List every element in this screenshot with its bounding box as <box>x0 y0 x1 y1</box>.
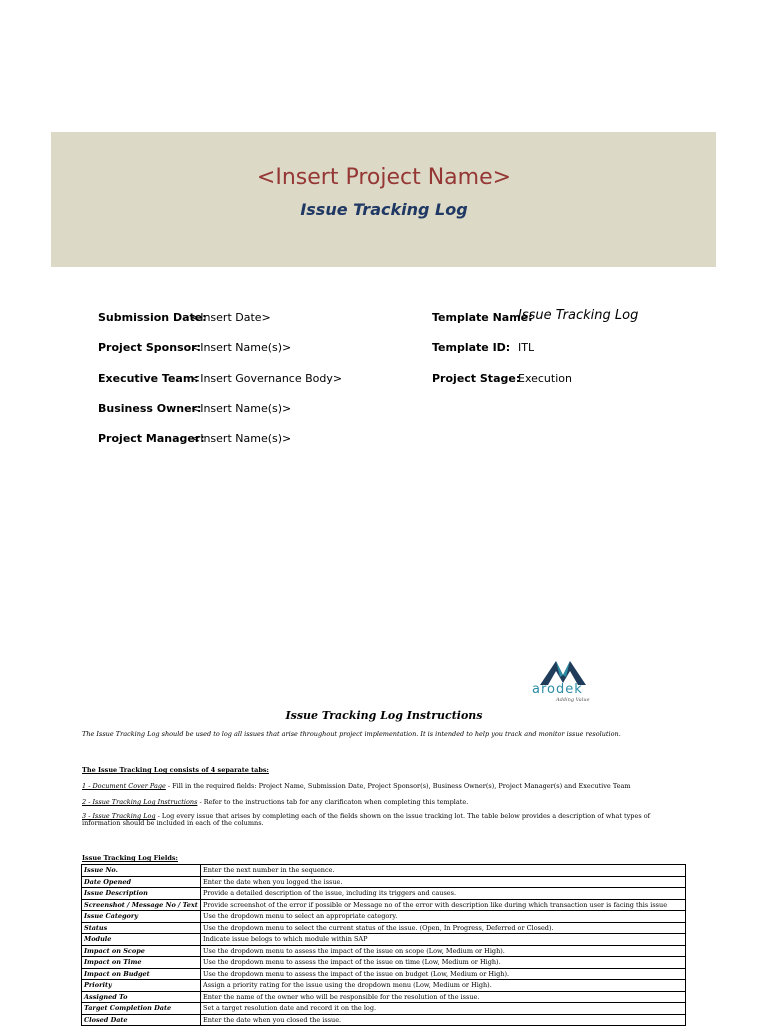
tab-description-2 <box>82 799 468 806</box>
field-description: Enter the next number in the sequence. <box>201 865 686 877</box>
tab-text: - Log every issue that arises by completing each of the fields shown on the issue tracking lot. The table below provides a description of what types of information should be included in each of the columns. <box>82 812 651 827</box>
tabs-heading: The Issue Tracking Log consists of 4 separate tabs: <box>82 766 269 774</box>
field-name: Assigned To <box>82 991 201 1003</box>
tab-link-cover-page[interactable]: 1 - Document Cover Page <box>82 782 166 790</box>
table-row <box>82 899 686 911</box>
field-description: Enter the date when you closed the issue. <box>201 1014 686 1026</box>
tab-text: - Refer to the instructions tab for any clarificaton when completing this template. <box>197 798 469 806</box>
table-row <box>82 934 686 946</box>
field-description: Provide screenshot of the error if possible or Message no of the error with description like during which transaction user is facing this issue <box>201 899 686 911</box>
tab-link-instructions[interactable]: 2 - Issue Tracking Log Instructions <box>82 798 198 806</box>
project-name-title: <Insert Project Name> <box>256 165 512 190</box>
field-label: Business Owner: <box>98 402 202 415</box>
field-value: <Insert Name(s)> <box>191 432 292 445</box>
field-name: Impact on Budget <box>82 968 201 980</box>
field-label: Project Manager: <box>98 432 205 445</box>
field-value: Issue Tracking Log <box>518 308 639 323</box>
table-row <box>82 980 686 992</box>
field-description: Indicate issue belogs to which module within SAP <box>201 934 686 946</box>
field-description: Assign a priority rating for the issue using the dropdown menu (Low, Medium or High). <box>201 980 686 992</box>
table-row <box>82 945 686 957</box>
field-label: Template Name: <box>432 311 533 324</box>
table-row <box>82 991 686 1003</box>
field-label: Project Sponsor: <box>98 341 201 354</box>
table-row <box>82 911 686 923</box>
field-name: Impact on Scope <box>82 945 201 957</box>
field-name: Date Opened <box>82 876 201 888</box>
field-label: Executive Team: <box>98 372 199 385</box>
field-name: Status <box>82 922 201 934</box>
field-description: Enter the name of the owner who will be responsible for the resolution of the issue. <box>201 991 686 1003</box>
tab-link-tracking-log[interactable]: 3 - Issue Tracking Log <box>82 812 156 820</box>
field-label: Project Stage: <box>432 372 521 385</box>
fields-table <box>81 864 686 1026</box>
field-name: Screenshot / Message No / Text <box>82 899 201 911</box>
field-description: Use the dropdown menu to assess the impact of the issue on budget (Low, Medium or High). <box>201 968 686 980</box>
field-name: Target Completion Date <box>82 1003 201 1015</box>
field-value: Execution <box>518 372 572 385</box>
field-value: ITL <box>518 341 535 354</box>
table-row <box>82 968 686 980</box>
table-row <box>82 876 686 888</box>
logo-wordmark: arodek <box>532 682 583 697</box>
field-description: Use the dropdown menu to assess the impact of the issue on scope (Low, Medium or High). <box>201 945 686 957</box>
field-name: Priority <box>82 980 201 992</box>
field-description: Use the dropdown menu to select the current status of the issue. (Open, In Progress, Deferred or Closed). <box>201 922 686 934</box>
field-name: Issue No. <box>82 865 201 877</box>
table-row <box>82 957 686 969</box>
table-row <box>82 865 686 877</box>
table-row <box>82 888 686 900</box>
field-description: Set a target resolution date and record it on the log. <box>201 1003 686 1015</box>
tab-description-3 <box>82 813 687 827</box>
field-description: Use the dropdown menu to assess the impact of the issue on time (Low, Medium or High). <box>201 957 686 969</box>
tab-text: - Fill in the required fields: Project Name, Submission Date, Project Sponsor(s), Business Owner(s), Project Manager(s) and Executive Team <box>165 782 631 790</box>
table-row <box>82 1003 686 1015</box>
document-subtitle: Issue Tracking Log <box>300 200 468 219</box>
field-name: Issue Category <box>82 911 201 923</box>
field-name: Closed Date <box>82 1014 201 1026</box>
field-description: Enter the date when you logged the issue. <box>201 876 686 888</box>
field-description: Use the dropdown menu to select an appropriate category. <box>201 911 686 923</box>
field-label: Template ID: <box>432 341 511 354</box>
field-value: <Insert Name(s)> <box>191 341 292 354</box>
field-value: <Insert Name(s)> <box>191 402 292 415</box>
instructions-title: Issue Tracking Log Instructions <box>285 709 483 722</box>
logo-tagline: Adding Value <box>556 697 590 703</box>
table-row <box>82 922 686 934</box>
tab-description-1 <box>82 783 631 790</box>
field-label: Submission Date: <box>98 311 207 324</box>
field-name: Module <box>82 934 201 946</box>
fields-heading: Issue Tracking Log Fields: <box>82 854 178 862</box>
instructions-intro: The Issue Tracking Log should be used to log all issues that arise throughout project implementation. It is intended to help you track and monitor issue resolution. <box>82 730 621 738</box>
field-name: Impact on Time <box>82 957 201 969</box>
field-description: Provide a detailed description of the issue, including its triggers and causes. <box>201 888 686 900</box>
field-value: <Insert Governance Body> <box>191 372 343 385</box>
field-value: <Insert Date> <box>191 311 271 324</box>
field-name: Issue Description <box>82 888 201 900</box>
